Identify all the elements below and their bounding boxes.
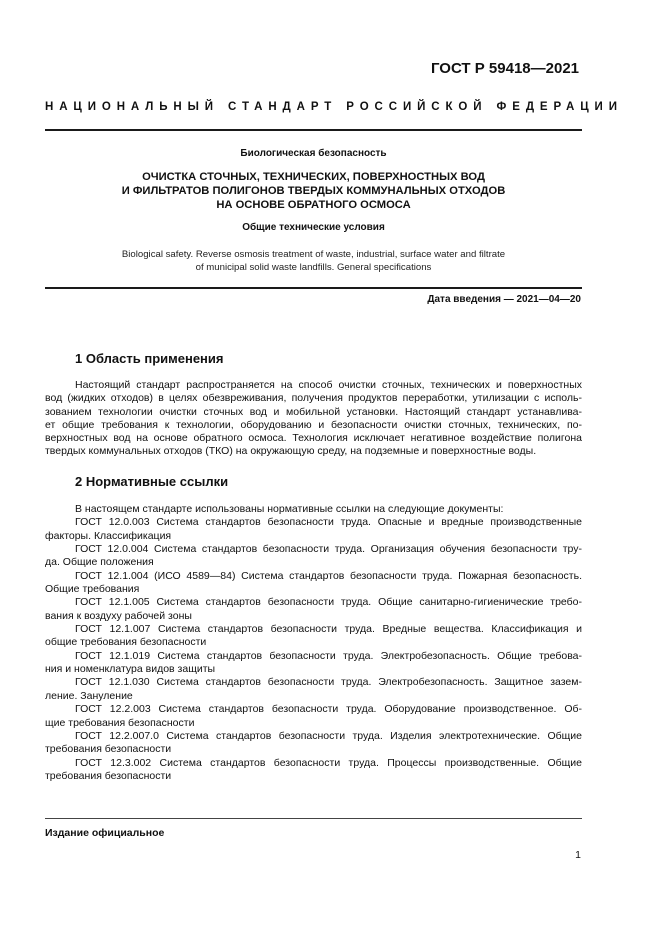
introduction-date: Дата введения — 2021—04—20 — [427, 294, 581, 305]
reference-line: да. Общие положения — [45, 556, 154, 569]
title-line: ОЧИСТКА СТОЧНЫХ, ТЕХНИЧЕСКИХ, ПОВЕРХНОСТНЫХ ВОД — [142, 171, 485, 183]
reference-line: щие требования безопасности — [45, 716, 195, 729]
reference-line: требования безопасности — [45, 769, 172, 782]
paragraph-line: верхностных вод на основе обратного осмоса. Технология исключает негативное воздействие полигона — [45, 432, 582, 445]
reference-line: ГОСТ 12.0.003 Система стандартов безопасности труда. Опасные и вредные производственные — [75, 516, 582, 529]
paragraph-line: Настоящий стандарт распространяется на способ очистки сточных, технических и поверхностных — [75, 379, 582, 391]
reference-line: ГОСТ 12.1.004 (ИСО 4589—84) Система стандартов безопасности труда. Пожарная безопасность. — [75, 569, 582, 582]
reference-line: ГОСТ 12.0.004 Система стандартов безопасности труда. Организация обучения безопасности тру- — [75, 543, 582, 556]
document-subtitle: Биологическая безопасность — [240, 148, 387, 159]
reference-line: ГОСТ 12.2.003 Система стандартов безопасности труда. Оборудование производственное. Об- — [75, 703, 582, 716]
reference-line: общие требования безопасности — [45, 636, 207, 649]
footer-rule — [45, 818, 582, 819]
paragraph-line: ет общие требования к технологии, оборудованию и безопасности очистки сточных, технических, по- — [45, 418, 582, 431]
title-bottom-rule — [45, 287, 582, 289]
english-title — [45, 248, 582, 274]
section-1-paragraph — [45, 379, 582, 459]
reference-line: ГОСТ 12.3.002 Система стандартов безопасности труда. Процессы производственные. Общие — [75, 756, 582, 769]
document-title — [45, 170, 582, 212]
reference-line: ГОСТ 12.1.019 Система стандартов безопасности труда. Электробезопасность. Общие требова- — [75, 649, 582, 662]
title-line: И ФИЛЬТРАТОВ ПОЛИГОНОВ ТВЕРДЫХ КОММУНАЛЬНЫХ ОТХОДОВ — [121, 185, 506, 197]
english-title-line: Biological safety. Reverse osmosis treatment of waste, industrial, surface water and filtrate — [121, 249, 506, 260]
gost-number: ГОСТ Р 59418—2021 — [430, 60, 579, 77]
reference-line: ния и номенклатура видов защиты — [45, 663, 216, 676]
document-conditions: Общие технические условия — [242, 222, 385, 233]
reference-line: ГОСТ 12.2.007.0 Система стандартов безопасности труда. Изделия электротехнические. Общие — [75, 729, 582, 742]
page-number: 1 — [575, 849, 581, 861]
english-title-line: of municipal solid waste landfills. General specifications — [195, 262, 432, 273]
reference-line: ГОСТ 12.1.030 Система стандартов безопасности труда. Электробезопасность. Защитное зазем- — [75, 676, 582, 689]
paragraph-line: вод (жидких отходов) в целях обезвреживания, получения продуктов переработки, утилизации с исполь- — [45, 392, 582, 405]
reference-line: ГОСТ 12.1.007 Система стандартов безопасности труда. Вредные вещества. Классификация и — [75, 623, 582, 636]
top-rule — [45, 129, 582, 131]
title-line: НА ОСНОВЕ ОБРАТНОГО ОСМОСА — [216, 199, 411, 211]
paragraph-line: зованием технологии очистки сточных вод и мобильной установки. Настоящий стандарт устанавлива- — [45, 405, 582, 418]
reference-line: ление. Зануление — [45, 689, 133, 702]
reference-line: вания к воздуху рабочей зоны — [45, 609, 192, 622]
national-standard-banner: НАЦИОНАЛЬНЫЙ СТАНДАРТ РОССИЙСКОЙ ФЕДЕРАЦИИ — [45, 101, 623, 113]
reference-line: требования безопасности — [45, 743, 172, 756]
reference-line: факторы. Классификация — [45, 529, 172, 542]
reference-line: Общие требования — [45, 583, 140, 596]
paragraph-line: твердых коммунальных отходов (ТКО) на окружающую среду, на подземные и поверхностные воды. — [45, 445, 537, 458]
reference-line: ГОСТ 12.1.005 Система стандартов безопасности труда. Общие санитарно-гигиенические требо- — [75, 596, 582, 609]
section-2-heading: 2 Нормативные ссылки — [75, 474, 229, 489]
official-edition-label: Издание официальное — [45, 827, 165, 839]
normative-references-list — [45, 503, 582, 783]
section-1-heading: 1 Область применения — [75, 351, 224, 366]
references-intro: В настоящем стандарте использованы нормативные ссылки на следующие документы: — [75, 503, 504, 515]
